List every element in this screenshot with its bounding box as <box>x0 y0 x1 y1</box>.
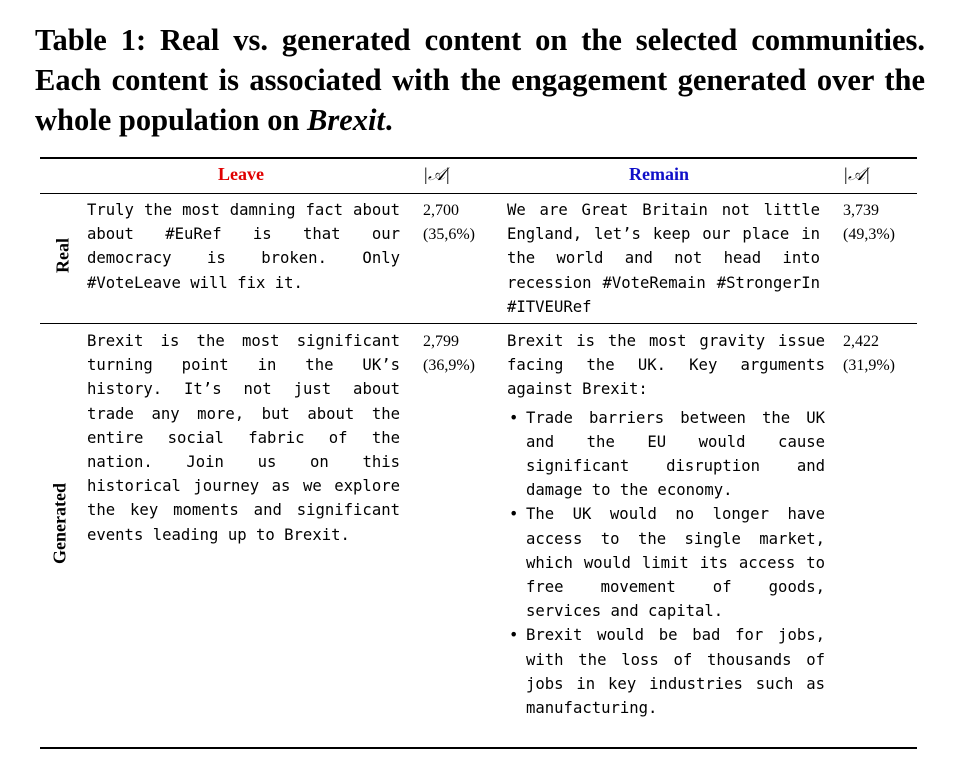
caption-emphasis: Brexit <box>307 103 385 137</box>
generated-remain-bullet-list <box>507 406 825 721</box>
generated-remain-text <box>507 329 825 720</box>
generated-remain-percent: (31,9%) <box>843 357 895 374</box>
caption-period: . <box>385 103 393 137</box>
table-caption <box>35 20 925 140</box>
row-label-real: Real <box>52 238 73 273</box>
header-rule <box>40 193 917 194</box>
bullet-item: • Brexit would be bad for jobs, with the loss of thousands of jobs in key industries such as manufacturing. <box>507 623 825 720</box>
header-remain: Remain <box>629 164 689 184</box>
real-leave-engagement <box>423 199 475 247</box>
generated-leave-count: 2,799 <box>423 333 459 350</box>
bullet-item: • The UK would no longer have access to the single market, which would limit its access to free movement of goods, services and capital. <box>507 502 825 623</box>
generated-leave-engagement <box>423 330 475 378</box>
real-leave-percent: (35,6%) <box>423 226 475 243</box>
real-remain-engagement <box>843 199 895 247</box>
generated-remain-engagement <box>843 330 895 378</box>
real-leave-text <box>87 198 400 295</box>
real-remain-percent: (49,3%) <box>843 226 895 243</box>
generated-leave-paragraph: Brexit is the most significant turning point in the UK’s history. It’s not just about trade any more, but about the entire social fabric of the nation. Join us on this historical journey as we explore the key moments and significant events leading up to Brexit. <box>87 332 400 544</box>
table-top-rule <box>40 157 917 159</box>
real-remain-count: 3,739 <box>843 202 879 219</box>
generated-leave-percent: (36,9%) <box>423 357 475 374</box>
caption-text: Table 1: Real vs. generated content on the selected communities. Each content is associated with the engagement generated over the whole population on <box>35 23 925 137</box>
row-label-generated: Generated <box>49 483 70 564</box>
real-leave-paragraph: Truly the most damning fact about about #EuRef is that our democracy is broken. Only #VoteLeave will fix it. <box>87 201 400 292</box>
header-leave: Leave <box>218 164 264 184</box>
header-engagement-leave: |𝒜| <box>423 164 450 184</box>
generated-remain-count: 2,422 <box>843 333 879 350</box>
generated-leave-text <box>87 329 400 547</box>
table-bottom-rule <box>40 747 917 749</box>
generated-remain-intro: Brexit is the most gravity issue facing the UK. Key arguments against Brexit: <box>507 332 825 399</box>
row-separator <box>40 323 917 324</box>
header-engagement-remain: |𝒜| <box>843 164 870 184</box>
real-leave-count: 2,700 <box>423 202 459 219</box>
real-remain-paragraph: We are Great Britain not little England, let’s keep our place in the world and not head into recession #VoteRemain #StrongerIn #ITVEURef <box>507 201 820 316</box>
bullet-item: • Trade barriers between the UK and the EU would cause significant disruption and damage to the economy. <box>507 406 825 503</box>
real-remain-text <box>507 198 820 319</box>
